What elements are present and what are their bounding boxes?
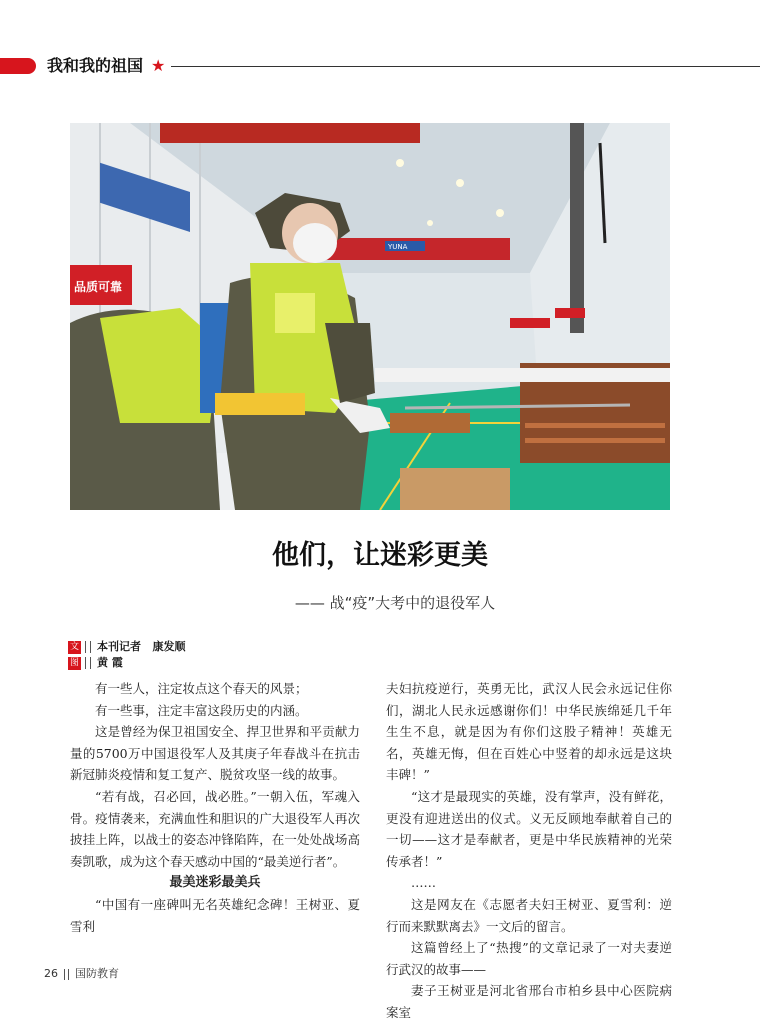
section-title: 我和我的祖国 [47, 56, 144, 75]
byline-writer [68, 640, 186, 654]
section-header [0, 56, 760, 76]
paragraph: …… [411, 875, 436, 891]
article-column-left [70, 678, 360, 937]
banner-text: 品质可靠 [74, 280, 123, 294]
paragraph: “这才是最现实的英雄，没有掌声，没有鲜花，更没有迎进送出的仪式。义无反顾地奉献着自己的一切——这才是奉献者，更是中华民族精神的光荣传承者！” [386, 788, 672, 869]
paragraph: 夫妇抗疫逆行，英勇无比，武汉人民会永远记住你们，湖北人民永远感谢你们！中华民族绵延几千年生生不息，就是因为有你们这股子精神！英雄无名，英雄无悔，但在百姓心中竖着的却永远是这块丰碑！” [386, 681, 672, 783]
section-subhead: 最美迷彩最美兵 [169, 875, 261, 891]
byline-tag: 图 [69, 657, 79, 668]
section-tab-marker [0, 58, 36, 74]
article-photo [70, 123, 670, 510]
page-number: 26 [44, 967, 58, 980]
article-headline: 他们，让迷彩更美 [272, 540, 488, 571]
section-divider [171, 66, 760, 67]
byline-photographer [68, 656, 123, 670]
byline-role: 本刊记者 [97, 640, 141, 653]
star-icon: ★ [151, 56, 166, 75]
paragraph: 有一些事，注定丰富这段历史的内涵。 [95, 702, 308, 718]
article-subheadline: —— 战“疫”大考中的退役军人 [294, 594, 496, 612]
page-footer [44, 965, 119, 981]
publication-name: 国防教育 [75, 967, 119, 980]
crane-label: YUNA [388, 243, 408, 251]
byline-author: 康发顺 [152, 640, 186, 653]
paragraph: 这是曾经为保卫祖国安全、捍卫世界和平贡献力量的5700万中国退役军人及其庚子年春战斗在抗击新冠肺炎疫情和复工复产、脱贫攻坚一线的故事。 [70, 724, 360, 783]
paragraph: “中国有一座碑叫无名英雄纪念碑！王树亚、夏雪利 [70, 896, 360, 934]
paragraph: 妻子王树亚是河北省邢台市柏乡县中心医院病案室 [386, 983, 672, 1020]
paragraph: “若有战，召必回，战必胜。”一朝入伍，军魂入骨。疫情袭来，充满血性和胆识的广大退役军人再次披挂上阵，以战士的姿态冲锋陷阵，在一处处战场高奏凯歌，成为这个春天感动中国的“最美逆行者”。 [70, 788, 360, 869]
paragraph: 这篇曾经上了“热搜”的文章记录了一对夫妻逆行武汉的故事—— [386, 940, 672, 977]
paragraph: 这是网友在《志愿者夫妇王树亚、夏雪利：逆行而来默默离去》一文后的留言。 [386, 896, 672, 934]
article-column-right [386, 678, 672, 1024]
byline-author: 黄 霞 [97, 656, 123, 669]
paragraph: 有一些人，注定妆点这个春天的风景； [95, 681, 308, 696]
byline-tag: 文 [69, 641, 79, 652]
